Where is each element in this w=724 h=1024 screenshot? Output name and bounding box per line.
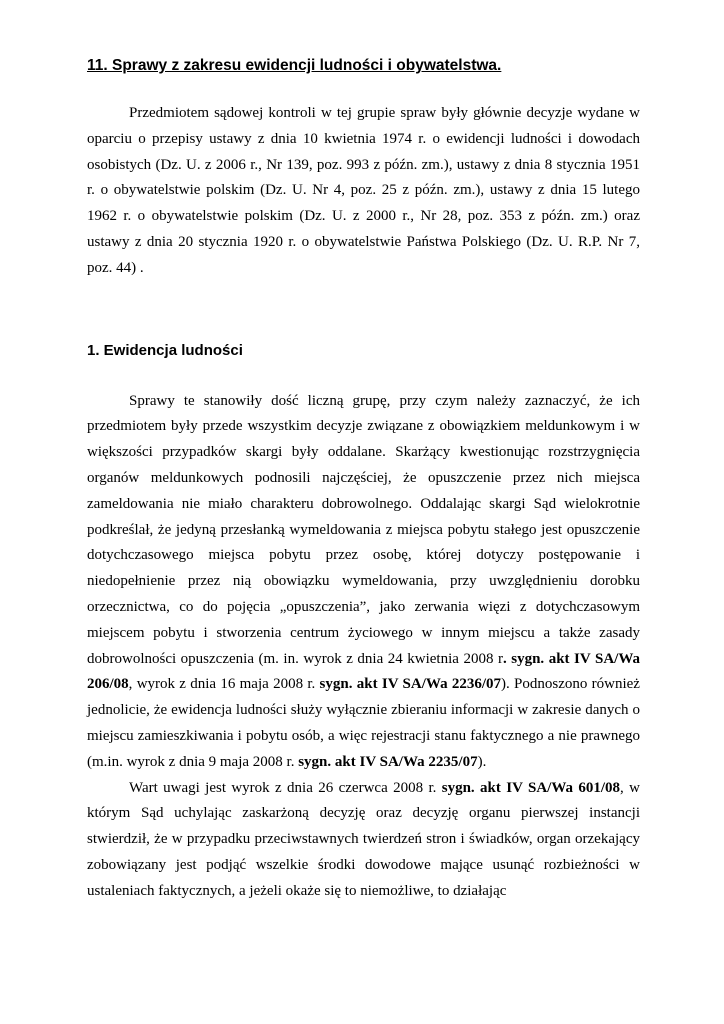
paragraph-2 [87, 776, 640, 905]
intro-paragraph: Przedmiotem sądowej kontroli w tej grupie spraw były głównie decyzje wydane w oparciu o przepisy ustawy z dnia 10 kwietnia 1974 r. o ewidencji ludności i dowodach osobistych (Dz. U. z 2006 r., Nr 139, poz. 993 z późn. zm.), ustawy z dnia 8 stycznia 1951 r. o obywatelstwie polskim (Dz. U. Nr 4, poz. 25 z późn. zm.), ustawy z dnia 15 lutego 1962 r. o obywatelstwie polskim (Dz. U. z 2000 r., Nr 28, poz. 353 z późn. zm.) oraz ustawy z dnia 20 stycznia 1920 r. o obywatelstwie Państwa Polskiego (Dz. U. R.P. Nr 7, poz. 44) . [87, 105, 640, 276]
paragraph-text: ). [477, 753, 487, 770]
document-page [87, 54, 640, 905]
case-reference: sygn. akt IV SA/Wa 2235/07 [298, 753, 478, 770]
case-reference: . sygn. akt IV SA/Wa 206/08 [87, 650, 640, 693]
paragraph-1 [87, 389, 640, 776]
case-reference: sygn. akt IV SA/Wa 2236/07 [319, 676, 502, 693]
paragraph-text: , wyrok z dnia 16 maja 2008 r. [128, 676, 320, 693]
paragraph-text: Sprawy te stanowiły dość liczną grupę, przy czym należy zaznaczyć, że ich przedmiotem były przede wszystkim decyzje związane z obowiązkiem meldunkowym i w większości przypadków skargi były oddalane. Skarżący kwestionując rozstrzygnięcia organów meldunkowych podnosili najczęściej, że opuszczenie przez nich miejsca zameldowania nie miało charakteru dobrowolnego. Oddalając skargi Sąd wielokrotnie podkreślał, że jedyną przesłanką wymeldowania z miejsca pobytu stałego jest opuszczenie dotychczasowego miejsca pobytu przez osobę, której dotyczy postępowanie i niedopełnienie przez nią obowiązku wymeldowania, przy uwzględnieniu dorobku orzecznictwa, co do pojęcia „opuszczenia”, jako zerwania więzi z dotychczasowym miejscem pobytu i stworzenia centrum życiowego w innym miejscu a także zasady dobrowolności opuszczenia (m. in. wyrok z dnia 24 kwietnia 2008 r [87, 392, 640, 667]
paragraph-text: Wart uwagi jest wyrok z dnia 26 czerwca 2008 r. [129, 779, 442, 796]
paragraph-text: , w którym Sąd uchylając zaskarżoną decyzję oraz decyzję organu pierwszej instancji stwierdził, że w przypadku przeciwstawnych twierdzeń stron i świadków, organ orzekający zobowiązany jest podjąć wszelkie środki dowodowe mające usunąć rozbieżności w ustaleniach faktycznych, a jeżeli okaże się to niemożliwe, to działając [87, 779, 640, 899]
case-reference: sygn. akt IV SA/Wa 601/08 [441, 779, 621, 796]
subsection-title: 1. Ewidencja ludności [87, 341, 243, 359]
section-title: 11. Sprawy z zakresu ewidencji ludności i obywatelstwa. [87, 57, 502, 74]
paragraph-text: ). Podnoszono również jednolicie, że ewidencja ludności służy wyłącznie zbieraniu informacji w zakresie danych o miejscu zamieszkiwania i pobytu osób, a więc rejestracji stanu faktycznego a nie prawnego (m.in. wyrok z dnia 9 maja 2008 r. [87, 676, 640, 770]
